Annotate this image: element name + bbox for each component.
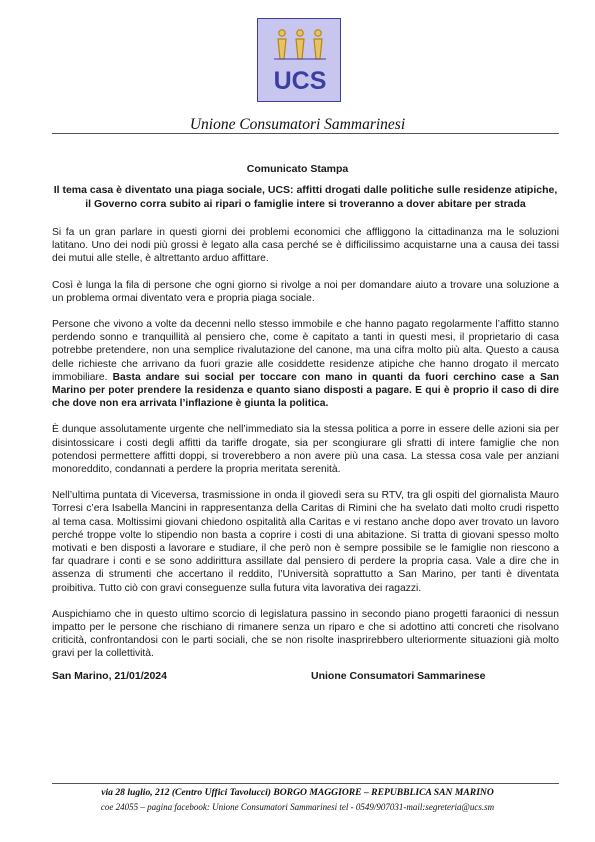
ucs-logo-icon: [258, 19, 342, 103]
paragraph-6: Auspichiamo che in questo ultimo scorcio di legislatura passino in secondo piano progetti faraonici di nessun impatto per le persone che rischiano di rimanere senza un riparo e che si adottino atti concreti che risolvano criticità, confrontandosi con le parti sociali, che se non risolte inasprirebbero ulteriormente situazioni già molto gravi per la collettività.: [52, 608, 559, 660]
signature: Unione Consumatori Sammarinese: [311, 670, 486, 682]
paragraph-3-emphasis: Basta andare sui social per toccare con mano in quanti da fuori cerchino case a San Marino per poter prendere la residenza e quanto siano disposti a pagare. E qui è proprio il caso di dire che dove non era arrivata l’inflazione è giunta la politica.: [52, 371, 559, 410]
paragraph-3: [52, 318, 559, 410]
press-release-headline: Il tema casa è diventato una piaga sociale, UCS: affitti drogati dalle politiche sulle residenze atipiche, il Governo corra subito ai ripari o famiglie intere si troveranno a dover abitare per strada: [53, 184, 558, 210]
paragraph-2: Così è lunga la fila di persone che ogni giorno si rivolge a noi per domandare aiuto a trovare una soluzione a un problema ormai diventato vera e propria piaga sociale.: [52, 279, 559, 304]
footer-divider: [52, 783, 559, 784]
ucs-logo: [257, 18, 341, 102]
paragraph-4: È dunque assolutamente urgente che nell’immediato sia la stessa politica a porre in essere delle azioni sia per disintossicare i costi degli affitti da tariffe drogate, sia per scongiurare gli sfratti di intere famiglie che non potendosi permettere affitti doppi, si troverebbero a non avere più una casa. La stessa cosa vale per anziani monoreddito, condannati a perdere la propria meritata serenità.: [52, 424, 559, 476]
place-date: San Marino, 21/01/2024: [52, 670, 167, 682]
organization-title: Unione Consumatori Sammarinesi: [189, 116, 406, 133]
logo-text: UCS: [273, 67, 327, 95]
header-divider: [52, 133, 559, 134]
footer-address: via 28 luglio, 212 (Centro Uffici Tavolucci) BORGO MAGGIORE – REPUBBLICA SAN MARINO: [101, 787, 494, 798]
paragraph-3-text: Persone che vivono a volte da decenni nello stesso immobile e che hanno pagato regolarmente l’affitto stanno perdendo sonno e tranquillità al pensiero che, come è capitato a tanti in questi mesi, il proprietario di casa potrebbe pretendere, non una semplice rivalutazione del canone, ma una cifra molto più alta. Questo a causa delle richieste che arrivano da fuori grazie alle cosiddette residenze atipiche che hanno drogato il mercato immobiliare.: [52, 319, 559, 383]
paragraph-1: Si fa un gran parlare in questi giorni dei problemi economici che affliggono la cittadinanza ma le soluzioni latitano. Uno dei nodi più grossi è legato alla casa perché se è difficilissimo acquistarne una a causa dei tassi dei mutui alle stelle, è altrettanto arduo affittare.: [52, 227, 559, 265]
document-label: Comunicato Stampa: [246, 163, 349, 175]
footer-contacts: coe 24055 – pagina facebook: Unione Consumatori Sammarinesi tel - 0549/907031-mail:segreteria@ucs.sm: [100, 802, 495, 812]
paragraph-5: Nell’ultima puntata di Viceversa, trasmissione in onda il giovedì sera su RTV, tra gli ospiti del giornalista Mauro Torresi c’era Isabella Mancini in rappresentanza della Caritas di Rimini che ha svelato dati molto crudi rispetto al tema casa. Moltissimi giovani chiedono ospitalità alla Caritas e vi restano anche dopo aver trovato un lavoro perché troppe volte lo stipendio non basta a coprire i costi di una abitazione. Si tratta di giovani spesso molto motivati e ben disposti a lavorare e studiare, il che però non è sempre possibile se le famiglie non riescono a far quadrare i conti e se sono addirittura assillate dal pensiero di perdere la propria casa. Vale a dire che in assenza di strumenti che accertano il reddito, l’Università soprattutto a San Marino, per tanti è diventata proibitiva. Tutto ciò con gravi conseguenze sulla futura vita lavorativa dei ragazzi.: [52, 490, 559, 594]
press-release-body: [52, 226, 559, 674]
